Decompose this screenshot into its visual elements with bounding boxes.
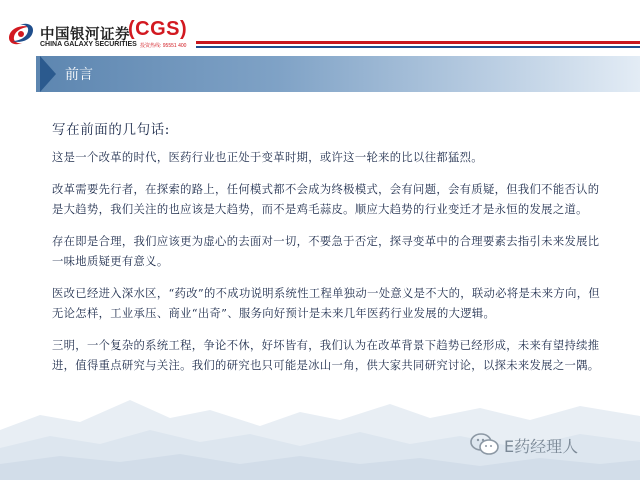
band-arrow-icon xyxy=(40,56,56,92)
paragraph: 医改已经进入深水区，“药改”的不成功说明系统性工程单独动一处意义是不大的，联动必将是未来方向，但无论怎样，工业承压、商业“出奇”、服务向好预计是未来几年医药行业发展的大逻辑。 xyxy=(52,287,601,320)
header-rule-red xyxy=(196,41,640,44)
wechat-icon xyxy=(470,432,500,456)
paragraph: 三明，一个复杂的系统工程，争论不休，好坏皆有，我们认为在改革背景下趋势已经形成，未来有望持续推进，值得重点研究与关注。我们的研究也只可能是冰山一角，供大家共同研究讨论，以探未来发展之一隅。 xyxy=(52,339,600,372)
header-rule-blue xyxy=(196,46,640,48)
header xyxy=(0,0,640,58)
logo-chinese-name: 中国银河证券 xyxy=(40,27,130,43)
watermark-text: E药经理人 xyxy=(504,437,579,456)
content xyxy=(52,118,600,388)
section-band xyxy=(36,56,640,92)
paragraph: 改革需要先行者，在探索的路上，任何模式都不会成为终极模式，会有问题，会有质疑，但我们不能否认的是大趋势，我们关注的也应该是大趋势，而不是鸡毛蒜皮。顺应大趋势的行业变迁才是永恒的发展之道。 xyxy=(52,183,600,216)
paragraph: 这是一个改革的时代，医药行业也正处于变革时期，或许这一轮来的比以往都猛烈。 xyxy=(52,151,483,164)
paragraph: 存在即是合理，我们应该更为虚心的去面对一切，不要急于否定，探寻变革中的合理要素去指引未来发展比一味地质疑更有意义。 xyxy=(52,235,600,268)
galaxy-logo-icon xyxy=(6,21,36,47)
logo-english-name: CHINA GALAXY SECURITIES xyxy=(40,41,137,48)
content-heading: 写在前面的几句话: xyxy=(52,122,170,138)
section-title: 前言 xyxy=(65,67,93,83)
logo-hotline: 投资热线: 95551 400 xyxy=(140,43,187,49)
logo-cgs: (CGS) xyxy=(128,18,188,40)
